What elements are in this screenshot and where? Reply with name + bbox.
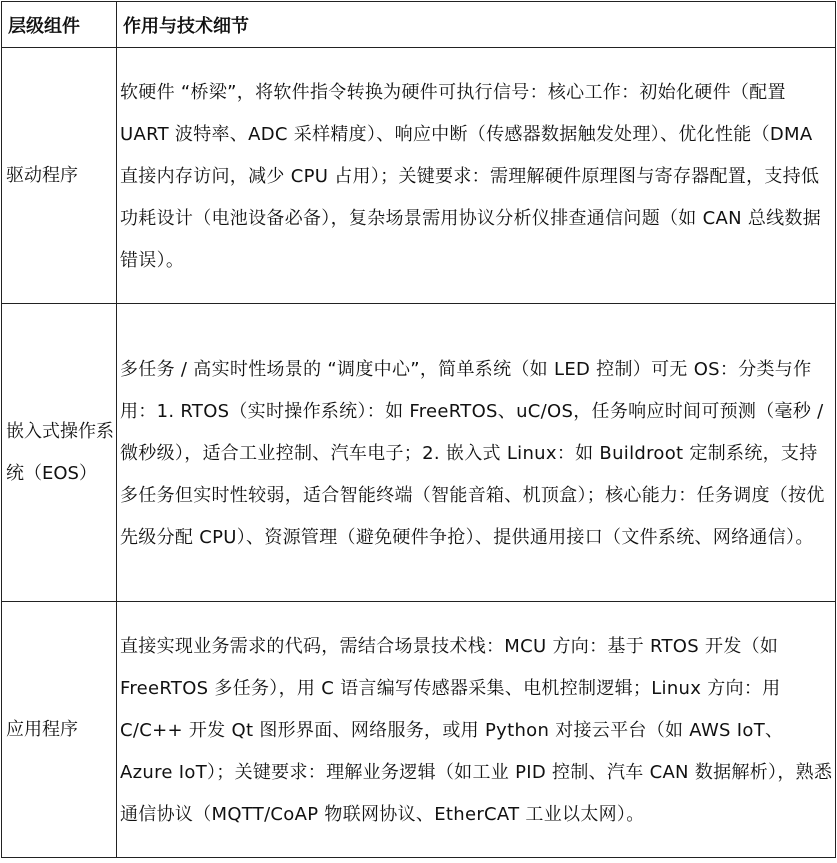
layer-cell: 驱动程序 (2, 48, 117, 304)
table-row (2, 304, 836, 602)
detail-cell: 直接实现业务需求的代码，需结合场景技术栈：MCU 方向：基于 RTOS 开发（如 FreeRTOS 多任务），用 C 语言编写传感器采集、电机控制逻辑；Linux 方向：用 C/C++ 开发 Qt 图形界面、网络服务，或用 Python 对接云平台（如 AWS IoT、Azure IoT）；关键要求：理解业务逻辑（如工业 PID 控制、汽车 CAN 数据解析），熟悉通信协议（MQTT/CoAP 物联网协议、EtherCAT 工业以太网）。 (117, 602, 836, 858)
detail-cell: 多任务 / 高实时性场景的 “调度中心”，简单系统（如 LED 控制）可无 OS：分类与作用：1. RTOS（实时操作系统）：如 FreeRTOS、uC/OS，任务响应时间可预测（毫秒 / 微秒级），适合工业控制、汽车电子；2. 嵌入式 Linux：如 Buildroot 定制系统，支持多任务但实时性较弱，适合智能终端（智能音箱、机顶盒）；核心能力：任务调度（按优先级分配 CPU）、资源管理（避免硬件争抢）、提供通用接口（文件系统、网络通信）。 (117, 304, 836, 602)
header-row (2, 2, 836, 48)
table-row (2, 48, 836, 304)
document-table (1, 1, 836, 858)
layer-cell: 应用程序 (2, 602, 117, 858)
detail-cell: 软硬件 “桥梁”，将软件指令转换为硬件可执行信号：核心工作：初始化硬件（配置 UART 波特率、ADC 采样精度）、响应中断（传感器数据触发处理）、优化性能（DMA 直接内存访问，减少 CPU 占用）；关键要求：需理解硬件原理图与寄存器配置，支持低功耗设计（电池设备必备），复杂场景需用协议分析仪排查通信问题（如 CAN 总线数据错误）。 (117, 48, 836, 304)
table-row (2, 602, 836, 858)
header-cell-layer: 层级组件 (2, 2, 117, 48)
header-cell-detail: 作用与技术细节 (117, 2, 836, 48)
table-body (2, 48, 836, 858)
layer-cell: 嵌入式操作系统（EOS） (2, 304, 117, 602)
table-header (2, 2, 836, 48)
